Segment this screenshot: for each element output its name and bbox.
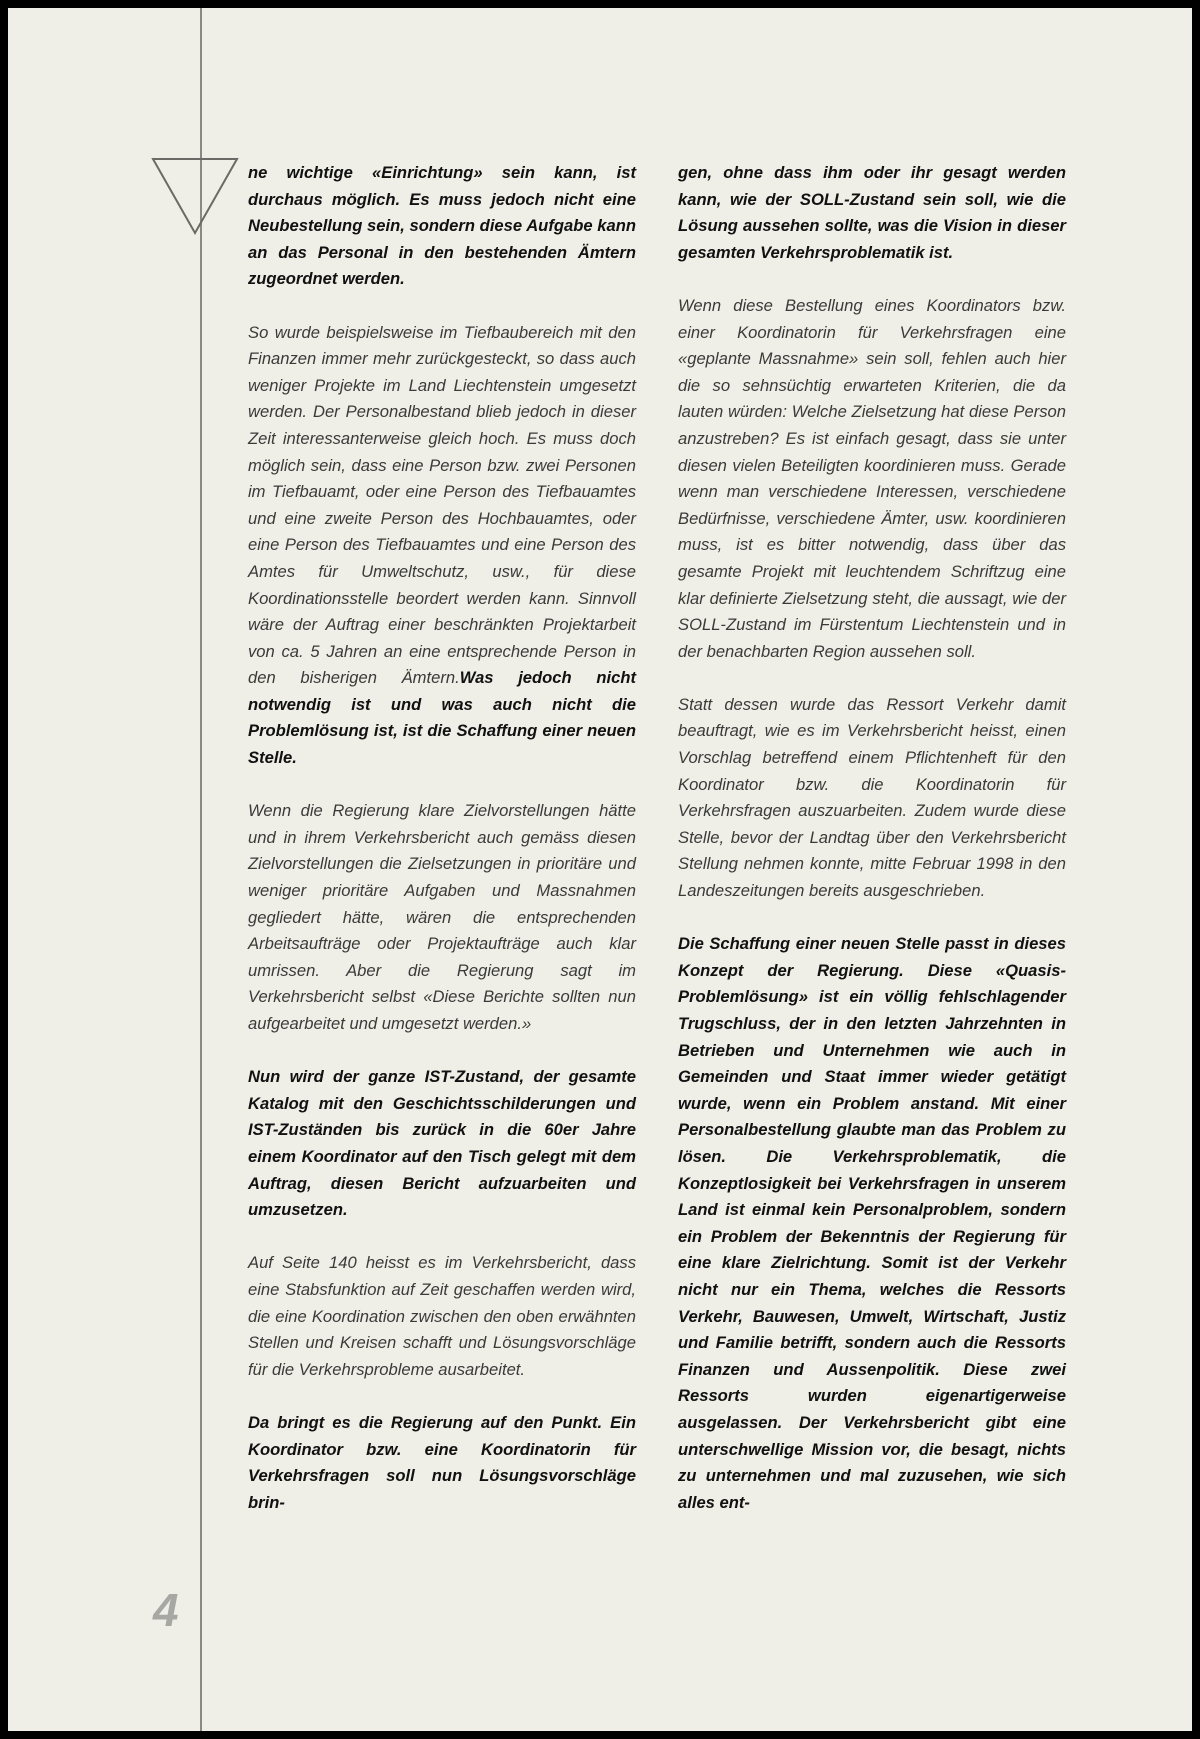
page bbox=[8, 8, 1192, 1731]
left-paragraph-3: Wenn die Regierung klare Zielvorstellungen hätte und in ihrem Verkehrsbericht auch gemäss diesen Zielvorstellungen die Zielsetzungen in prioritäre und weniger prioritäre Aufgaben und Massnahmen gegliedert hätte, wären die entsprechenden Arbeitsaufträge oder Projektaufträge auch klar umrissen. Aber die Regierung sagt im Verkehrsbericht selbst «Diese Berichte sollten nun aufgearbeitet und umgesetzt werden.» bbox=[248, 801, 636, 1033]
left-paragraph-2-bold: Was jedoch nicht notwendig ist und was auch nicht die Problemlösung ist, ist die Schaffung einer neuen Stelle. bbox=[248, 668, 636, 768]
left-paragraph-2-regular: So wurde beispielsweise im Tiefbaubereich mit den Finanzen immer mehr zurückgesteckt, so dass auch weniger Projekte im Land Liechtenstein umgesetzt werden. Der Personalbestand blieb jedoch in dieser Zeit interessanterweise gleich hoch. Es muss doch möglich sein, dass eine Person bzw. zwei Personen im Tiefbauamt, oder eine Person des Tiefbauamtes und eine zweite Person des Hochbauamtes, oder eine Person des Tiefbauamtes und eine Person des Amtes für Umweltschutz, usw., für diese Koordinationsstelle beordert werden kann. Sinnvoll wäre der Auftrag einer beschränkten Projektarbeit von ca. 5 Jahren an eine entsprechende Person in den bisherigen Ämtern. bbox=[248, 322, 636, 688]
left-column bbox=[248, 160, 636, 1543]
left-paragraph-6: Da bringt es die Regierung auf den Punkt. Ein Koordinator bzw. eine Koordinatorin für Verkehrsfragen soll nun Lösungsvorschläge brin- bbox=[248, 1412, 636, 1512]
right-paragraph-1: gen, ohne dass ihm oder ihr gesagt werden kann, wie der SOLL-Zustand sein soll, wie die Lösung aussehen sollte, was die Vision in dieser gesamten Verkehrsproblematik ist. bbox=[678, 163, 1066, 262]
page-number: 4 bbox=[153, 1584, 179, 1636]
triangle-marker-icon bbox=[150, 156, 240, 236]
right-paragraph-3: Statt dessen wurde das Ressort Verkehr damit beauftragt, wie es im Verkehrsbericht heisst, einen Vorschlag betreffend einem Pflichtenheft für den Koordinator bzw. die Koordinatorin für Verkehrsfragen auszuarbeiten. Zudem wurde diese Stelle, bevor der Landtag über den Verkehrsbericht Stellung nehmen konnte, mitte Februar 1998 in den Landeszeitungen bereits ausgeschrieben. bbox=[678, 694, 1066, 901]
left-paragraph-4: Nun wird der ganze IST-Zustand, der gesamte Katalog mit den Geschichtsschilderungen und IST-Zuständen bis zurück in die 60er Jahre einem Koordinator auf den Tisch gelegt mit dem Auftrag, diesen Bericht aufzuarbeiten und umzusetzen. bbox=[248, 1067, 636, 1220]
margin-rule bbox=[200, 8, 202, 1731]
left-paragraph-5: Auf Seite 140 heisst es im Verkehrsbericht, dass eine Stabsfunktion auf Zeit geschaffen werden wird, die eine Koordination zwischen den oben erwähnten Stellen und Kreisen schafft und Lösungsvorschläge für die Verkehrsprobleme ausarbeitet. bbox=[248, 1253, 636, 1379]
left-paragraph-2 bbox=[248, 320, 636, 772]
left-paragraph-1: ne wichtige «Einrichtung» sein kann, ist durchaus möglich. Es muss jedoch nicht eine Neubestellung sein, sondern diese Aufgabe kann an das Personal in den bestehenden Ämtern zugeordnet werden. bbox=[248, 163, 636, 289]
right-column bbox=[678, 160, 1066, 1543]
right-paragraph-4: Die Schaffung einer neuen Stelle passt in dieses Konzept der Regierung. Diese «Quasis-Problemlösung» ist ein völlig fehlschlagender Trugschluss, der in den letzten Jahrzehnten in Betrieben und Unternehmen wie auch in Gemeinden und Staat immer wieder getätigt wurde, wenn ein Problem anstand. Mit einer Personalbestellung glaubte man das Problem zu lösen. Die Verkehrsproblematik, die Konzeptlosigkeit bei Verkehrsfragen in unserem Land ist einmal kein Personalproblem, sondern ein Problem der Bekenntnis der Regierung für eine klare Zielrichtung. Somit ist der Verkehr nicht nur ein Thema, welches die Ressorts Verkehr, Bauwesen, Umwelt, Wirtschaft, Justiz und Familie betrifft, sondern auch die Ressorts Finanzen und Aussenpolitik. Diese zwei Ressorts wurden eigenartigerweise ausgelassen. Der Verkehrsbericht gibt eine unterschwellige Mission vor, die besagt, nichts zu unternehmen und mal zuzusehen, wie sich alles ent- bbox=[678, 934, 1066, 1512]
right-paragraph-2: Wenn diese Bestellung eines Koordinators bzw. einer Koordinatorin für Verkehrsfragen eine «geplante Massnahme» sein soll, fehlen auch hier die so sehnsüchtig erwarteten Kriterien, die da lauten würden: Welche Zielsetzung hat diese Person anzustreben? Es ist einfach gesagt, dass sie unter diesen vielen Beteiligten koordinieren muss. Gerade wenn man verschiedene Interessen, verschiedene Bedürfnisse, verschiedene Ämter, usw. koordinieren muss, ist es bitter notwendig, dass über das gesamte Projekt mit leuchtendem Schriftzug eine klar definierte Zielsetzung steht, die aussagt, wie der SOLL-Zustand im Fürstentum Liechtenstein und in der benachbarten Region aussehen soll. bbox=[678, 295, 1066, 661]
